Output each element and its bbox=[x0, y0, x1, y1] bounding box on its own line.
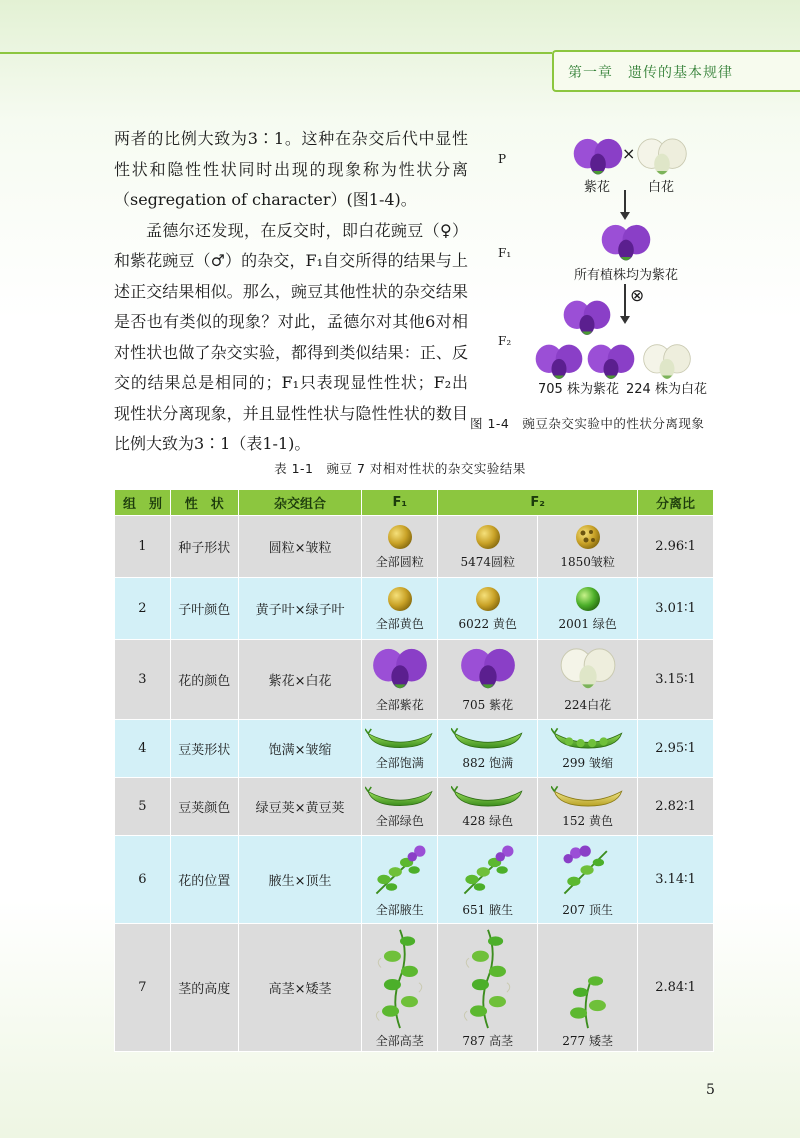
row-cross: 绿豆荚×黄豆荚 bbox=[238, 778, 362, 836]
f2b-cell bbox=[538, 836, 638, 924]
white-flower-icon bbox=[636, 136, 688, 180]
wrinkled-seed-icon bbox=[574, 523, 602, 551]
full-pod-icon bbox=[365, 726, 435, 752]
chapter-title: 第一章 遗传的基本规律 bbox=[568, 65, 733, 81]
f1-purple-flower-icon bbox=[600, 222, 652, 266]
arrow-head-2 bbox=[620, 316, 630, 324]
f2b-cell bbox=[538, 516, 638, 578]
f2b-caption: 224白花 bbox=[564, 698, 612, 712]
f1-cell bbox=[362, 640, 438, 720]
row-number: 5 bbox=[115, 778, 171, 836]
terminal-flower-plant-icon bbox=[555, 841, 621, 899]
row-ratio: 3.01∶1 bbox=[638, 578, 714, 640]
f1-caption: 全部黄色 bbox=[375, 617, 424, 631]
row-number: 2 bbox=[115, 578, 171, 640]
table-row bbox=[115, 516, 714, 578]
f2-white-count: 224 株为白花 bbox=[626, 382, 707, 397]
chapter-header bbox=[552, 50, 800, 92]
f2a-caption: 428 绿色 bbox=[462, 814, 514, 828]
round-seed-icon bbox=[386, 523, 414, 551]
row-number: 7 bbox=[115, 924, 171, 1052]
f2a-cell bbox=[438, 640, 538, 720]
row-cross: 圆粒×皱粒 bbox=[238, 516, 362, 578]
f2a-caption: 787 高茎 bbox=[462, 1034, 514, 1048]
yellow-pod-icon bbox=[551, 784, 625, 810]
row-number: 4 bbox=[115, 720, 171, 778]
f2b-caption: 2001 绿色 bbox=[558, 617, 617, 631]
f1-cell bbox=[362, 778, 438, 836]
row-trait: 子叶颜色 bbox=[170, 578, 238, 640]
f1-caption: 全部高茎 bbox=[375, 1034, 424, 1048]
full-pod-icon bbox=[451, 726, 525, 752]
f2a-caption: 705 紫花 bbox=[462, 698, 514, 712]
f2b-caption: 277 矮茎 bbox=[562, 1034, 613, 1048]
f1-cell bbox=[362, 720, 438, 778]
header-f1: F₁ bbox=[362, 490, 438, 516]
row-cross: 紫花×白花 bbox=[238, 640, 362, 720]
f1-cell bbox=[362, 516, 438, 578]
table-title: 表 1-1 豌豆 7 对相对性状的杂交实验结果 bbox=[274, 461, 526, 476]
row-ratio: 2.96∶1 bbox=[638, 516, 714, 578]
green-pod-icon bbox=[451, 784, 525, 810]
f1-cell bbox=[362, 578, 438, 640]
row-trait: 花的颜色 bbox=[170, 640, 238, 720]
row-cross: 饱满×皱缩 bbox=[238, 720, 362, 778]
row-cross: 高茎×矮茎 bbox=[238, 924, 362, 1052]
axial-flower-plant-icon bbox=[455, 841, 521, 899]
f2a-cell bbox=[438, 516, 538, 578]
header-rule bbox=[0, 52, 552, 54]
row-number: 1 bbox=[115, 516, 171, 578]
paragraph-2: 孟德尔还发现，在反交时，即白花豌豆（♀）和紫花豌豆（♂）的杂交，F₁自交所得的结果与上述正交结果相似。那么，豌豆其他性状的杂交结果是否也有类似的现象？对此，孟德尔对其他6对相对性状也做了杂交实验，都得到类似结果：正、反交的结果总是相同的；F₁只表现显性性状；F₂出现性状分离现象，并且显性性状与隐性性状的数目比例大致为3∶1（表1-1)。 bbox=[114, 220, 468, 453]
row-ratio: 3.15∶1 bbox=[638, 640, 714, 720]
body-text bbox=[114, 124, 468, 460]
header-ratio: 分离比 bbox=[638, 490, 714, 516]
green-pod-icon bbox=[365, 784, 435, 810]
row-ratio: 2.95∶1 bbox=[638, 720, 714, 778]
f2a-cell bbox=[438, 836, 538, 924]
table-row bbox=[115, 924, 714, 1052]
tall-stem-plant-icon bbox=[459, 926, 517, 1030]
header-cross: 杂交组合 bbox=[238, 490, 362, 516]
gen-p-label: P bbox=[498, 152, 507, 166]
self-cross-symbol: ⊗ bbox=[630, 286, 645, 306]
f2b-caption: 207 顶生 bbox=[562, 903, 613, 917]
f1-cell bbox=[362, 836, 438, 924]
row-trait: 种子形状 bbox=[170, 516, 238, 578]
purple-flower-icon bbox=[370, 646, 430, 694]
arrow-f1-f2 bbox=[624, 284, 626, 318]
f2a-cell bbox=[438, 778, 538, 836]
f2a-caption: 5474圆粒 bbox=[460, 555, 515, 569]
page-number: 5 bbox=[706, 1082, 715, 1098]
f1-caption: 全部圆粒 bbox=[375, 555, 424, 569]
purple-parent-label: 紫花 bbox=[584, 180, 611, 195]
f2a-caption: 651 腋生 bbox=[462, 903, 514, 917]
table-row bbox=[115, 640, 714, 720]
yellow-seed-icon bbox=[386, 585, 414, 613]
header-f2: F₂ bbox=[438, 490, 638, 516]
f2a-caption: 882 饱满 bbox=[462, 756, 514, 770]
results-table bbox=[114, 489, 714, 1052]
row-trait: 豆荚颜色 bbox=[170, 778, 238, 836]
f2b-cell bbox=[538, 720, 638, 778]
f2a-caption: 6022 黄色 bbox=[458, 617, 517, 631]
row-ratio: 2.84∶1 bbox=[638, 924, 714, 1052]
table-row bbox=[115, 778, 714, 836]
round-seed-icon bbox=[474, 523, 502, 551]
header-group: 组 别 bbox=[115, 490, 171, 516]
header-trait: 性 状 bbox=[170, 490, 238, 516]
tall-stem-plant-icon bbox=[371, 926, 429, 1030]
row-ratio: 2.82∶1 bbox=[638, 778, 714, 836]
f2b-cell bbox=[538, 578, 638, 640]
row-ratio: 3.14∶1 bbox=[638, 836, 714, 924]
row-number: 6 bbox=[115, 836, 171, 924]
f2a-cell bbox=[438, 924, 538, 1052]
short-plant-wrap bbox=[538, 926, 637, 1030]
f2b-caption: 299 皱缩 bbox=[562, 756, 613, 770]
axial-flower-plant-icon bbox=[367, 841, 433, 899]
row-cross: 黄子叶×绿子叶 bbox=[238, 578, 362, 640]
f2b-cell bbox=[538, 640, 638, 720]
f2b-cell bbox=[538, 778, 638, 836]
f2a-cell bbox=[438, 720, 538, 778]
paragraph-1: 两者的比例大致为3∶1。这种在杂交后代中显性性状和隐性性状同时出现的现象称为性状分离（segregation of character）(图1-4)。 bbox=[114, 129, 468, 209]
row-number: 3 bbox=[115, 640, 171, 720]
f2a-cell bbox=[438, 578, 538, 640]
white-parent-label: 白花 bbox=[648, 180, 675, 195]
f1-caption: 全部饱满 bbox=[375, 756, 424, 770]
gen-f2-label: F₂ bbox=[498, 334, 512, 348]
f1-caption: 全部紫花 bbox=[375, 698, 424, 712]
gen-f1-label: F₁ bbox=[498, 246, 512, 260]
f2b-caption: 1850皱粒 bbox=[560, 555, 615, 569]
table-row bbox=[115, 578, 714, 640]
f1-caption: 全部绿色 bbox=[375, 814, 424, 828]
green-seed-icon bbox=[574, 585, 602, 613]
f2b-cell bbox=[538, 924, 638, 1052]
row-cross: 腋生×顶生 bbox=[238, 836, 362, 924]
figure-caption: 图 1-4 豌豆杂交实验中的性状分离现象 bbox=[470, 416, 705, 431]
table-row bbox=[115, 720, 714, 778]
row-trait: 茎的高度 bbox=[170, 924, 238, 1052]
table-row bbox=[115, 836, 714, 924]
short-stem-plant-icon bbox=[559, 964, 617, 1030]
f2-purple-count: 705 株为紫花 bbox=[538, 382, 619, 397]
row-trait: 豆荚形状 bbox=[170, 720, 238, 778]
f1-cell bbox=[362, 924, 438, 1052]
f2b-caption: 152 黄色 bbox=[562, 814, 613, 828]
f2-purple-flower-icon bbox=[562, 298, 612, 340]
arrow-p-f1 bbox=[624, 190, 626, 214]
row-trait: 花的位置 bbox=[170, 836, 238, 924]
purple-flower-icon bbox=[572, 136, 624, 180]
figure-segregation bbox=[470, 122, 750, 442]
purple-flower-icon bbox=[458, 646, 518, 694]
table-header-row bbox=[115, 490, 714, 516]
f1-label: 所有植株均为紫花 bbox=[574, 268, 679, 283]
arrow-head-1 bbox=[620, 212, 630, 220]
yellow-seed-icon bbox=[474, 585, 502, 613]
f1-caption: 全部腋生 bbox=[375, 903, 424, 917]
cross-symbol: × bbox=[622, 144, 636, 163]
white-flower-icon bbox=[558, 646, 618, 694]
wrinkled-pod-icon bbox=[551, 726, 625, 752]
